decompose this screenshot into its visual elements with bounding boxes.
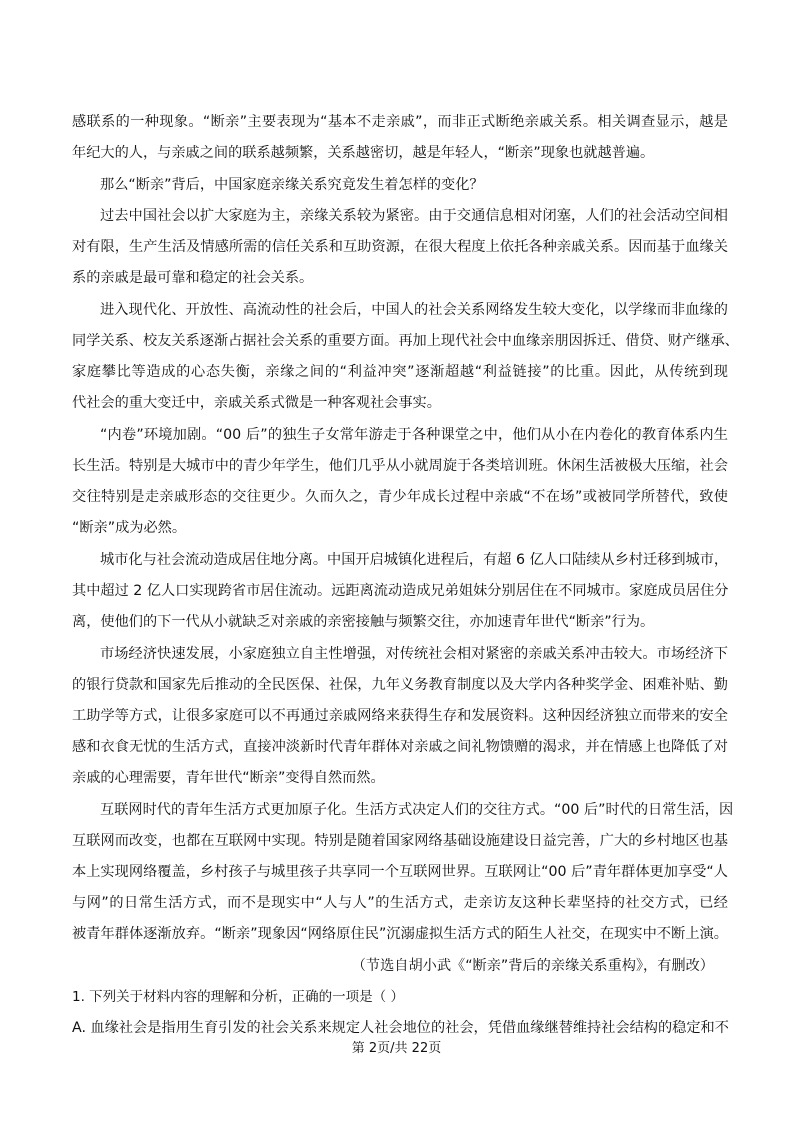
paragraph-1-line-1: 感联系的一种现象。“断亲”主要表现为“基本不走亲戚”，而非正式断绝亲戚关系。相关调查显示，越是 — [72, 114, 728, 130]
paragraph-7-line-1: 市场经济快速发展，小家庭独立自主性增强，对传统社会相对紧密的亲戚关系冲击较大。市场经济下 — [100, 646, 728, 662]
paragraph-3-line-1: 过去中国社会以扩大家庭为主，亲缘关系较为紧密。由于交通信息相对闭塞，人们的社会活动空间相 — [100, 208, 728, 224]
paragraph-2-line-1: 那么“断亲”背后，中国家庭亲缘关系究竟发生着怎样的变化？ — [100, 177, 484, 193]
paragraph-6-line-3: 离，使他们的下一代从小就缺乏对亲戚的亲密接触与频繁交往，亦加速青年世代“断亲”行为。 — [72, 614, 655, 630]
paragraph-4-line-3: 家庭攀比等造成的心态失衡，亲缘之间的“利益冲突”逐渐超越“利益链接”的比重。因此，从传统到现 — [72, 364, 728, 380]
paragraph-4-line-2: 同学关系、校友关系逐渐占据社会关系的重要方面。再加上现代社会中血缘亲朋因拆迁、借贷、财产继承、 — [72, 333, 739, 349]
paragraph-5-line-3: 交往特别是走亲戚形态的交往更少。久而久之，青少年成长过程中亲戚“不在场”或被同学所替代，致使 — [72, 489, 728, 505]
page-number-footer: 第 2页/共 22页 — [351, 1041, 442, 1056]
paragraph-3-line-2: 对有限，生产生活及情感所需的信任关系和互助资源，在很大程度上依托各种亲戚关系。因而基于血缘关 — [72, 239, 728, 255]
paragraph-7-line-5: 亲戚的心理需要，青年世代“断亲”变得自然而然。 — [72, 770, 385, 786]
paragraph-8-line-3: 本上实现网络覆盖，乡村孩子与城里孩子共享同一个互联网世界。互联网让“00 后”青年群体更加享受“人 — [72, 864, 728, 880]
paragraph-8-line-4: 与网”的日常生活方式，而不是现实中“人与人”的生活方式，走亲访友这种长辈坚持的社交方式，已经 — [72, 895, 728, 911]
question-stem: 1. 下列关于材料内容的理解和分析，正确的一项是（ ） — [72, 989, 404, 1005]
paragraph-8-line-1: 互联网时代的青年生活方式更加原子化。生活方式决定人们的交往方式。“00 后”时代的日常生活，因 — [100, 802, 734, 818]
paragraph-8-line-5: 被青年群体逐渐放弃。“断亲”现象因“网络原住民”沉溺虚拟生活方式的陌生人社交，在现实中不断上演。 — [72, 926, 728, 942]
paragraph-3-line-3: 系的亲戚是最可靠和稳定的社会关系。 — [72, 270, 314, 286]
paragraph-5-line-2: 长生活。特别是大城市中的青少年学生，他们几乎从小就周旋于各类培训班。休闲生活被极大压缩，社会 — [72, 458, 728, 474]
paragraph-6-line-2: 其中超过 2 亿人口实现跨省市居住流动。远距离流动造成兄弟姐妹分别居住在不同城市。家庭成员居住分 — [72, 583, 729, 599]
paragraph-1-line-2: 年纪大的人，与亲戚之间的联系越频繁，关系越密切，越是年轻人，“断亲”现象也就越普遍。 — [72, 145, 655, 161]
paragraph-4-line-1: 进入现代化、开放性、高流动性的社会后，中国人的社会关系网络发生较大变化，以学缘而非血缘的 — [100, 302, 728, 318]
paragraph-6-line-1: 城市化与社会流动造成居住地分离。中国开启城镇化进程后，有超 6 亿人口陆续从乡村迁移到城市， — [100, 552, 729, 568]
paragraph-7-line-3: 工助学等方式，让很多家庭可以不再通过亲戚网络来获得生存和发展资料。这种因经济独立而带来的安全 — [72, 708, 728, 724]
question-option-a: A. 血缘社会是指用生育引发的社会关系来规定人社会地位的社会，凭借血缘继替维持社会结构的稳定和不 — [72, 1020, 729, 1036]
paragraph-5-line-4: “断亲”成为必然。 — [72, 520, 187, 536]
paragraph-7-line-4: 感和衣食无忧的生活方式，直接冲淡新时代青年群体对亲戚之间礼物馈赠的渴求，并在情感上也降低了对 — [72, 739, 728, 755]
paragraph-5-line-1: “内卷”环境加剧。“00 后”的独生子女常年游走于各种课堂之中，他们从小在内卷化的教育体系内生 — [100, 427, 728, 443]
paragraph-4-line-4: 代社会的重大变迁中，亲戚关系式微是一种客观社会事实。 — [72, 395, 441, 411]
paragraph-8-line-2: 互联网而改变，也都在互联网中实现。特别是随着国家网络基础设施建设日益完善，广大的乡村地区也基 — [72, 833, 728, 849]
paragraph-7-line-2: 的银行贷款和国家先后推动的全民医保、社保，九年义务教育制度以及大学内各种奖学金、困难补贴、勤 — [72, 677, 728, 693]
source-citation: （节选自胡小武《“断亲”背后的亲缘关系重构》，有删改） — [351, 958, 714, 974]
